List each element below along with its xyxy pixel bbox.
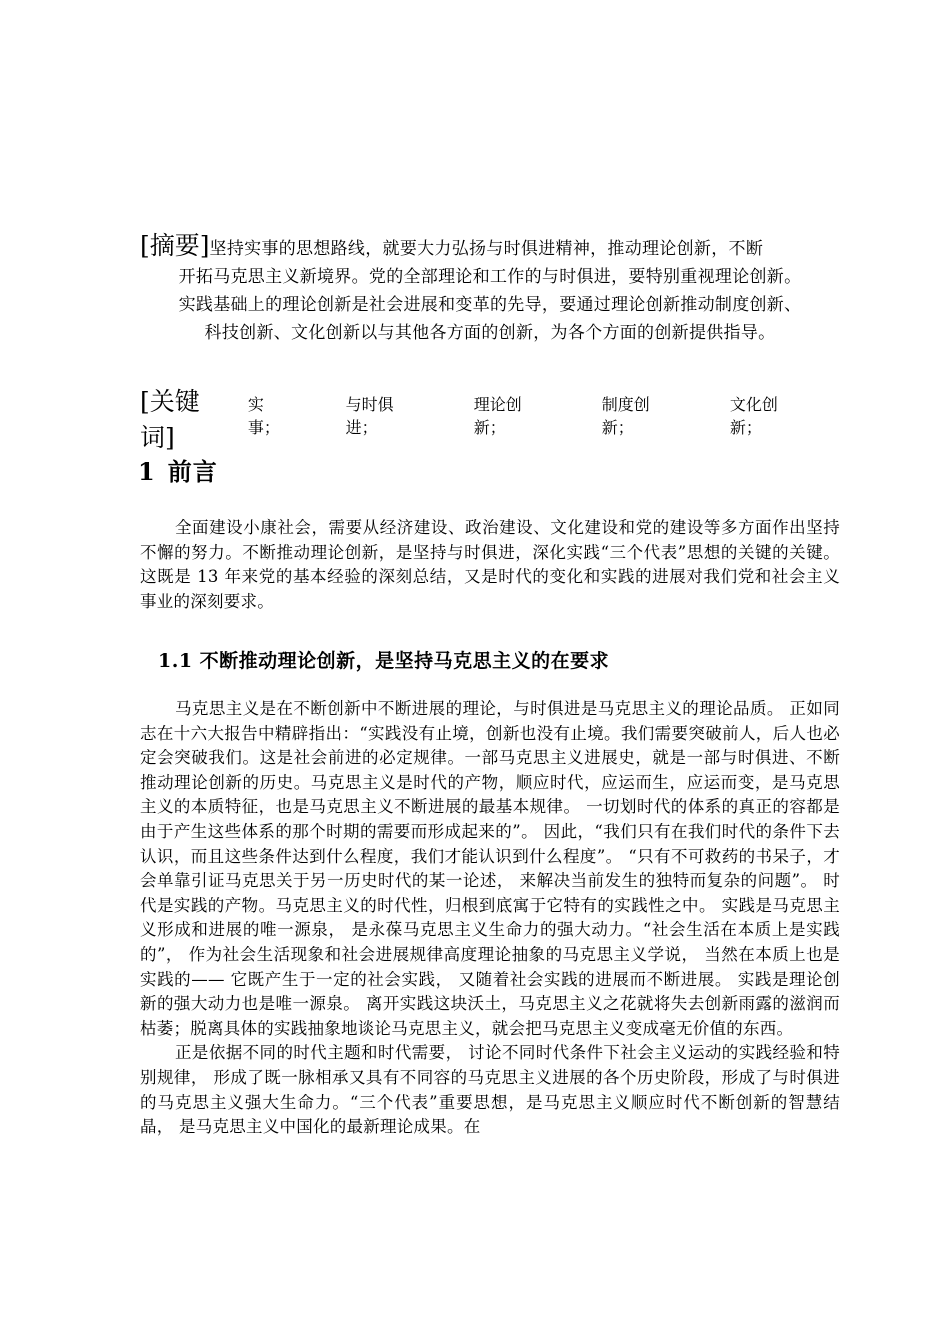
keywords-block <box>140 382 840 454</box>
keyword-item: 制度创新； <box>601 395 650 437</box>
section-1-heading <box>138 452 218 487</box>
section-1-1-heading: 1.1 不断推动理论创新，是坚持马克思主义的在要求 <box>158 650 610 672</box>
section-1-1-paragraph-2: 正是依据不同的时代主题和时代需要， 讨论不同时代条件下社会主义运动的实践经验和特别规律， 形成了既一脉相承又具有不同容的马克思主义进展的各个历史阶段，形成了与时俱进的马克思主义强大生命力。“三个代表”重要思想，是马克思主义顺应时代不断创新的智慧结晶， 是马克思主义中国化的最新理论成果。在 <box>140 1043 840 1137</box>
section-1-number: 1 <box>138 457 156 486</box>
abstract-block <box>140 232 840 347</box>
abstract-line-1 <box>140 232 840 263</box>
section-1-title: 前言 <box>167 457 218 486</box>
keyword-item: 文化创新； <box>729 395 778 437</box>
abstract-line-3: 实践基础上的理论创新是社会进展和变革的先导，要通过理论创新推动制度创新、 <box>178 295 802 315</box>
abstract-text-1: 坚持实事的思想路线，就要大力弘扬与时俱进精神，推动理论创新，不断 <box>209 239 764 259</box>
section-1-body <box>140 516 840 614</box>
abstract-label: [摘要] <box>140 231 210 260</box>
section-1-paragraph: 全面建设小康社会，需要从经济建设、政治建设、文化建设和党的建设等多方面作出坚持不懈的努力。不断推动理论创新，是坚持与时俱进，深化实践“三个代表”思想的关键的关键。这既是 13 年来党的基本经验的深刻总结，又是时代的变化和实践的进展对我们党和社会主义事业的深刻要求。 <box>140 518 840 611</box>
keyword-item: 实事； <box>247 395 280 437</box>
section-1-1-paragraph-1: 马克思主义是在不断创新中不断进展的理论，与时俱进是马克思主义的理论品质。 正如同志在十六大报告中精辟指出：“实践没有止境，创新也没有止境。我们需要突破前人，后人也必定会突破我们。这是社会前进的必定规律。一部马克思主义进展史，就是一部与时俱进、不断推动理论创新的历史。马克思主义是时代的产物，顺应时代，应运而生，应运而变，是马克思主义的本质特征，也是马克思主义不断进展的最基本规律。 一切划时代的体系的真正的容都是由于产生这些体系的那个时期的需要而形成起来的”。 因此，“我们只有在我们时代的条件下去认识，而且这些条件达到什么程度，我们才能认识到什么程度”。 “只有不可救药的书呆子，才会单靠引证马克思关于另一历史时代的某一论述， 来解决当前发生的独特而复杂的问题”。 时代是实践的产物。马克思主义的时代性，归根到底寓于它特有的实践性之中。 实践是马克思主义形成和进展的唯一源泉， 是永葆马克思主义生命力的强大动力。“社会生活在本质上是实践的”， 作为社会生活现象和社会进展规律高度理论抽象的马克思主义学说， 当然在本质上也是实践的—— 它既产生于一定的社会实践， 又随着社会实践的进展而不断进展。 实践是理论创新的强大动力也是唯一源泉。 离开实践这块沃土，马克思主义之花就将失去创新雨露的滋润而枯萎；脱离具体的实践抽象地谈论马克思主义，就会把马克思主义变成毫无价值的东西。 <box>140 699 840 1038</box>
abstract-line-4: 科技创新、文化创新以与其他各方面的创新，为各个方面的创新提供指导。 <box>204 323 776 343</box>
section-1-1-body <box>140 697 840 1140</box>
keywords-label: [关键词] <box>140 387 200 452</box>
abstract-line-2: 开拓马克思主义新境界。党的全部理论和工作的与时俱进，要特别重视理论创新。 <box>178 267 802 287</box>
keyword-item: 与时俱进； <box>345 395 394 437</box>
keyword-item: 理论创新； <box>473 395 522 437</box>
